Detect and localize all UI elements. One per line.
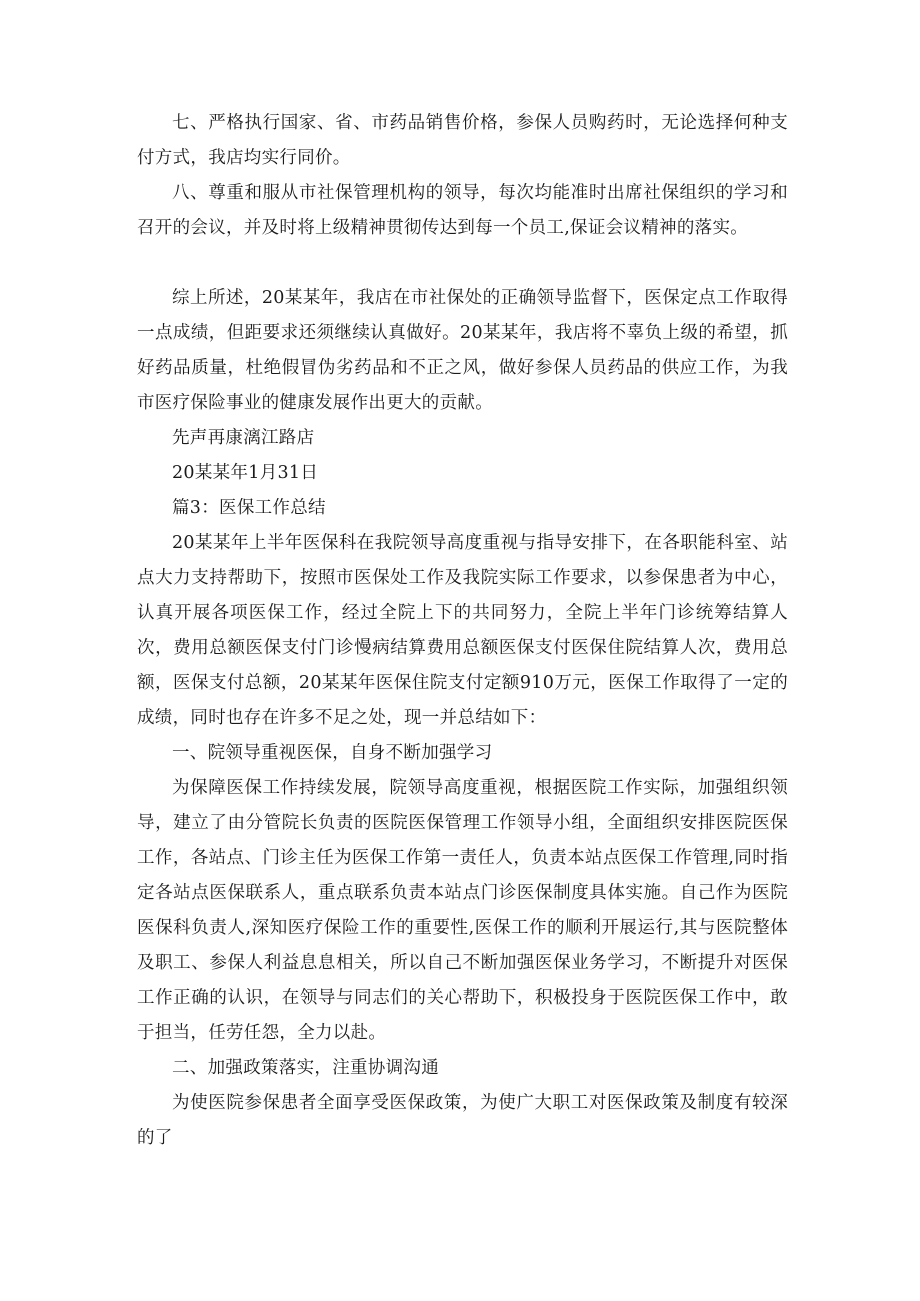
signature-store-name: 先声再康漓江路店 bbox=[172, 428, 315, 448]
paragraph-item-seven: 七、严格执行国家、省、市药品销售价格，参保人员购药时，无论选择何种支付方式，我店均实行同价。 bbox=[137, 113, 788, 168]
paragraph-item-eight: 八、尊重和服从市社保管理机构的领导，每次均能准时出席社保组织的学习和召开的会议，并及时将上级精神贯彻传达到每一个员工,保证会议精神的落实。 bbox=[137, 183, 788, 238]
document-page bbox=[137, 106, 788, 1156]
paragraph-section-two: 为使医院参保患者全面享受医保政策，为使广大职工对医保政策及制度有较深的了 bbox=[137, 1093, 788, 1148]
subheading-one: 一、院领导重视医保，自身不断加强学习 bbox=[172, 743, 493, 763]
subheading-two: 二、加强政策落实，注重协调沟通 bbox=[172, 1058, 439, 1078]
paragraph-section-one: 为保障医保工作持续发展，院领导高度重视，根据医院工作实际，加强组织领导，建立了由分管院长负责的医院医保管理工作领导小组，全面组织安排医院医保工作，各站点、门诊主任为医保工作第一责任人，负责本站点医保工作管理,同时指定各站点医保联系人，重点联系负责本站点门诊医保制度具体实施。自己作为医院医保科负责人,深知医疗保险工作的重要性,医保工作的顺利开展运行,其与医院整体及职工、参保人利益息息相关，所以自己不断加强医保业务学习，不断提升对医保工作正确的认识，在领导与同志们的关心帮助下，积极投身于医院医保工作中，敢于担当，任劳任怨，全力以赴。 bbox=[137, 778, 788, 1043]
paragraph-summary: 综上所述，20某某年，我店在市社保处的正确领导监督下，医保定点工作取得一点成绩，但距要求还须继续认真做好。20某某年，我店将不辜负上级的希望，抓好药品质量，杜绝假冒伪劣药品和不正之风，做好参保人员药品的供应工作，为我市医疗保险事业的健康发展作出更大的贡献。 bbox=[137, 288, 788, 413]
signature-date: 20某某年1月31日 bbox=[172, 463, 319, 483]
paragraph-intro: 20某某年上半年医保科在我院领导高度重视与指导安排下，在各职能科室、站点大力支持帮助下，按照市医保处工作及我院实际工作要求，以参保患者为中心，认真开展各项医保工作，经过全院上下的共同努力，全院上半年门诊统筹结算人次，费用总额医保支付门诊慢病结算费用总额医保支付医保住院结算人次，费用总额，医保支付总额，20某某年医保住院支付定额910万元，医保工作取得了一定的成绩，同时也存在许多不足之处，现一并总结如下： bbox=[137, 533, 788, 728]
section-heading: 篇3：医保工作总结 bbox=[172, 498, 326, 518]
